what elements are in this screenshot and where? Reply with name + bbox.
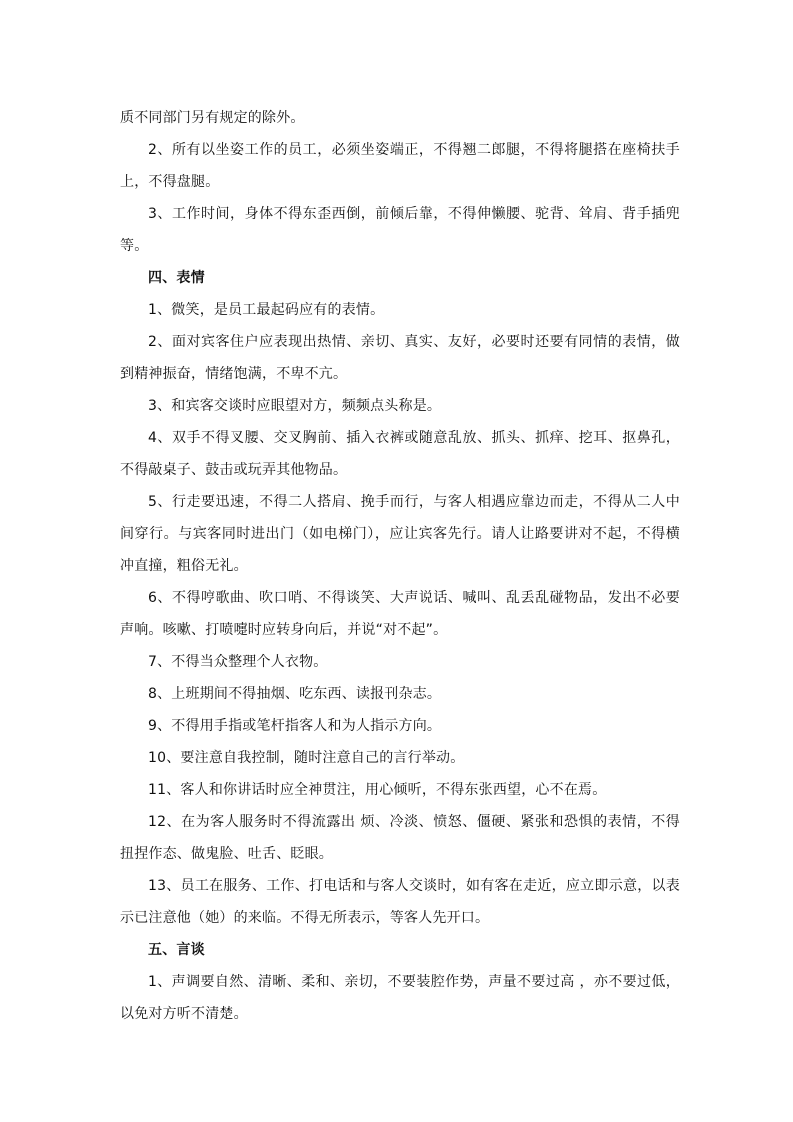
- paragraph-smile: 1、微笑，是员工最起码应有的表情。: [148, 302, 385, 318]
- section-heading-speech: 五、言谈: [148, 942, 205, 958]
- paragraph-walking: 5、行走要迅速，不得二人搭肩、挽手而行，与客人相遇应靠边而走，不得从二人中间穿行。与宾客同时进出门（如电梯门），应让宾客先行。请人让路要讲对不起，不得横冲直撞，粗俗无礼。: [120, 494, 680, 574]
- paragraph-body-posture: 3、工作时间，身体不得东歪西倒，前倾后靠，不得伸懒腰、驼背、耸肩、背手插兜等。: [120, 206, 680, 254]
- paragraph-hands: 4、双手不得叉腰、交叉胸前、插入衣裤或随意乱放、抓头、抓痒、挖耳、抠鼻孔，不得敲桌子、鼓击或玩弄其他物品。: [120, 430, 680, 478]
- paragraph-listening: 11、客人和你讲话时应全神贯注，用心倾听，不得东张西望，心不在焉。: [148, 782, 607, 798]
- paragraph-face-guests: 2、面对宾客住户应表现出热情、亲切、真实、友好，必要时还要有同情的表情，做到精神振奋，情绪饱满，不卑不亢。: [120, 334, 680, 382]
- document-body: [120, 102, 680, 1030]
- paragraph-service-expression: 12、在为客人服务时不得流露出 烦、冷淡、愤怒、僵硬、紧张和恐惧的表情，不得扭捏作态、做鬼脸、吐舌、眨眼。: [120, 814, 680, 862]
- paragraph-greeting: 13、员工在服务、工作、打电话和与客人交谈时，如有客在走近，应立即示意，以表示已注意他（她）的来临。不得无所表示，等客人先开口。: [120, 878, 680, 926]
- paragraph-voice-tone: 1、声调要自然、清晰、柔和、亲切，不要装腔作势，声量不要过高 ，亦不要过低，以免对方听不清楚。: [120, 974, 680, 1022]
- paragraph-sitting-posture: 2、所有以坐姿工作的员工，必须坐姿端正，不得翘二郎腿，不得将腿搭在座椅扶手上，不得盘腿。: [120, 142, 680, 190]
- paragraph-clothing: 7、不得当众整理个人衣物。: [148, 654, 328, 670]
- paragraph-noise: 6、不得哼歌曲、吹口哨、不得谈笑、大声说话、喊叫、乱丢乱碰物品，发出不必要声响。咳嗽、打喷嚏时应转身向后，并说“对不起”。: [120, 590, 680, 638]
- paragraph-smoking: 8、上班期间不得抽烟、吃东西、读报刊杂志。: [148, 686, 442, 702]
- paragraph-continuation: 质不同部门另有规定的除外。: [120, 110, 305, 126]
- paragraph-eye-contact: 3、和宾客交谈时应眼望对方，频频点头称是。: [148, 398, 442, 414]
- section-heading-expression: 四、表情: [148, 270, 205, 286]
- paragraph-self-control: 10、要注意自我控制，随时注意自己的言行举动。: [148, 750, 465, 766]
- paragraph-pointing: 9、不得用手指或笔杆指客人和为人指示方向。: [148, 718, 442, 734]
